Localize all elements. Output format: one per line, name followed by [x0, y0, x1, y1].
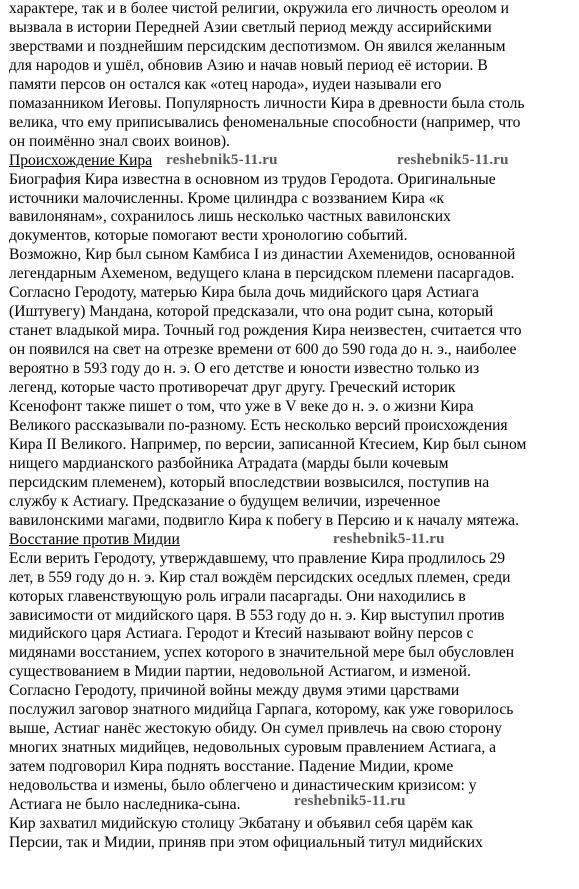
text-line: вавилонскими магами, подвигло Кира к побегу в Персию и к началу мятежа.	[9, 511, 519, 529]
text-line: которых главенствующую роль играли пасаргады. Они находились в	[9, 587, 466, 605]
text-line: лет, в 559 году до н. э. Кир стал вождём персидских оседлых племен, среди	[9, 568, 511, 586]
text-line: легенд, которые часто противоречат друг другу. Греческий историк	[9, 379, 456, 397]
section-uprising-body	[9, 550, 571, 853]
text-line: Возможно, Кир был сыном Камбиса I из династии Ахеменидов, основанной	[9, 246, 516, 264]
text-line: он поимённо знал своих воинов).	[9, 132, 230, 150]
text-line: станет владыкой мира. Точный год рождения Кира неизвестен, считается что	[9, 322, 522, 340]
text-line: послужил заговор знатного мидийца Гарпага, которому, как уже говорилось	[9, 701, 514, 719]
text-line: вавилонянам», сохранилось лишь несколько частных вавилонских	[9, 208, 451, 226]
watermark-3: reshebnik5-11.ru	[333, 531, 445, 547]
section-heading-origin: Происхождение Кира	[9, 151, 153, 169]
text-line: затем подговорил Кира поднять восстание. Падение Мидии, кроме	[9, 758, 454, 776]
text-line: зверствами и позднейшим персидским деспотизмом. Он явился желанным	[9, 37, 506, 55]
text-line: Кир захватил мидийскую столицу Экбатану и объявил себя царём как	[9, 814, 473, 832]
text-line: Астиага не было наследника-сына.	[9, 796, 241, 814]
text-line: легендарным Ахеменом, ведущего клана в персидском племени пасаргадов.	[9, 265, 515, 283]
text-line: велика, что ему приписывались феноменальные способности (например, что	[9, 113, 521, 131]
text-line: нищего мардианского разбойника Атрадата (марды были кочевым	[9, 454, 449, 472]
text-line: вероятно в 593 году до н. э. О его детстве и юности известно только из	[9, 360, 480, 378]
text-line: характере, так и в более чистой религии, окружила его личность ореолом и	[9, 0, 509, 17]
text-line: Ксенофонт также пишет о том, что уже в V веке до н. э. о жизни Кира	[9, 398, 474, 416]
text-line: выше, Астиаг нанёс жестокую обиду. Он сумел привлечь на свою сторону	[9, 720, 502, 738]
text-line: Если верить Геродоту, утверждавшему, что правление Кира продлилось 29	[9, 549, 506, 567]
text-line: многих знатных мидийцев, недовольных суровым правлением Астиага, а	[9, 739, 497, 757]
document-page	[9, 0, 571, 853]
text-line: мидянами восстанием, успех которого в значительной мере был обусловлен	[9, 644, 515, 662]
text-line: персидским племенем), который впоследствии возвысился, поступив на	[9, 473, 490, 491]
section-origin-body	[9, 171, 571, 531]
text-line: Согласно Геродоту, матерью Кира была дочь мидийского царя Астиага	[9, 284, 479, 302]
text-line: для народов и ушёл, обновив Азию и начав новый период её истории. В	[9, 56, 488, 74]
text-line: Персии, так и Мидии, приняв при этом официальный титул мидийских	[9, 833, 483, 851]
text-line: мидийского царя Астиага. Геродот и Ктесий называют войну персов с	[9, 625, 474, 643]
text-line: Великого рассказывали по-разному. Есть несколько версий происхождения	[9, 416, 508, 434]
text-line: недовольства и измены, было облегчено и династическим кризисом: у	[9, 777, 477, 795]
text-line: существованием в Мидии партии, недовольной Астиагом, и изменой.	[9, 663, 471, 681]
text-line: документов, которые помогают вести хронологию событий.	[9, 227, 408, 245]
text-line: он появился на свет на отрезке времени от 600 до 590 года до н. э., наиболее	[9, 341, 517, 359]
text-line: Согласно Геродоту, причиной войны между двумя этими царствами	[9, 682, 460, 700]
section-heading-uprising: Восстание против Мидии	[9, 530, 180, 548]
text-line: Биография Кира известна в основном из трудов Геродота. Оригинальные	[9, 170, 496, 188]
watermark-1: reshebnik5-11.ru	[166, 152, 278, 168]
watermark-2: reshebnik5-11.ru	[397, 152, 509, 168]
text-line: (Иштувегу) Мандана, которой предсказали, что она родит сына, который	[9, 303, 494, 321]
watermark-4: reshebnik5-11.ru	[294, 793, 406, 809]
text-line: памяти персов он остался как «отец народа», иудеи называли его	[9, 75, 442, 93]
text-line: зависимости от мидийского царя. В 553 году до н. э. Кир выступил против	[9, 606, 505, 624]
intro-paragraph	[9, 0, 571, 152]
text-line: Кира II Великого. Например, по версии, записанной Ктесием, Кир был сыном	[9, 435, 527, 453]
text-line: источники малочисленны. Кроме цилиндра с воззванием Кира «к	[9, 189, 445, 207]
text-line: службу к Астиагу. Предсказание о будущем величии, изреченное	[9, 492, 441, 510]
text-line: вызвала в истории Передней Азии светлый период между ассирийскими	[9, 18, 492, 36]
text-line: помазанником Иеговы. Популярность личности Кира в древности была столь	[9, 94, 525, 112]
